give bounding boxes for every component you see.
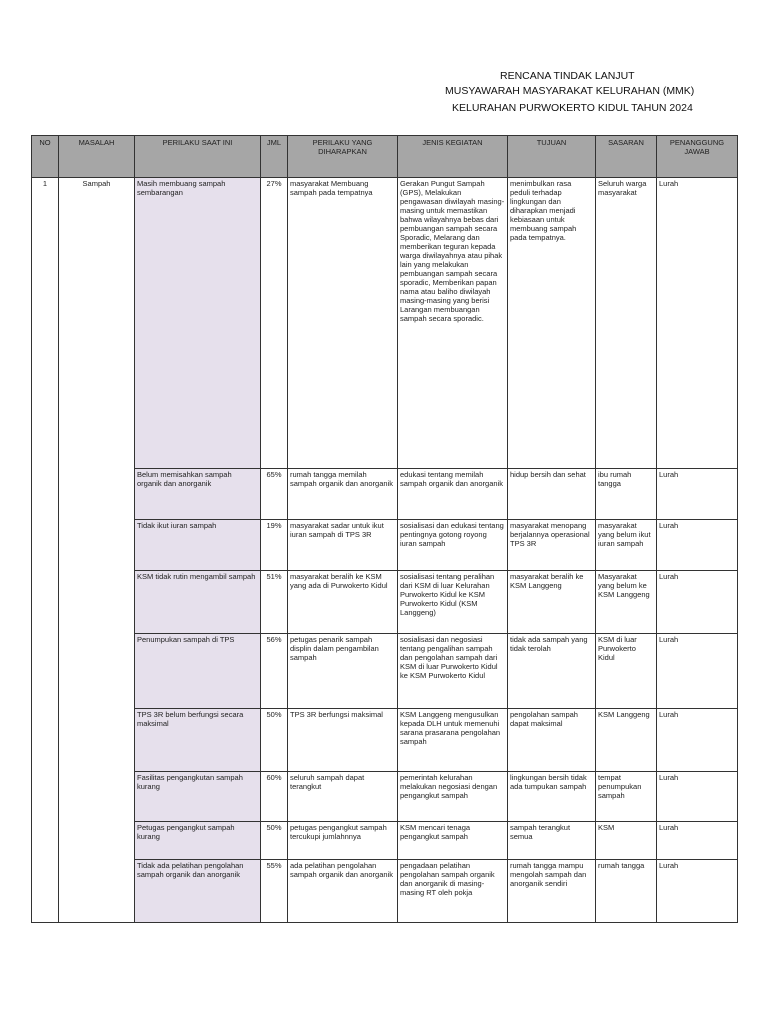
tujuan-cell: rumah tangga mampu mengolah sampah dan anorganik sendiri bbox=[508, 860, 596, 923]
sasaran-cell: KSM di luar Purwokerto Kidul bbox=[596, 634, 657, 709]
table-row bbox=[32, 571, 738, 634]
table-row bbox=[32, 469, 738, 520]
pj-cell: Lurah bbox=[657, 520, 738, 571]
pj-cell: Lurah bbox=[657, 469, 738, 520]
perilaku-cell: Belum memisahkan sampah organik dan anorganik bbox=[135, 469, 261, 520]
row-number: 1 bbox=[32, 178, 59, 923]
title-line-3: KELURAHAN PURWOKERTO KIDUL TAHUN 2024 bbox=[452, 102, 693, 114]
jml-cell: 56% bbox=[261, 634, 288, 709]
kegiatan-cell: pengadaan pelatihan pengolahan sampah organik dan anorganik di masing-masing RT oleh pokja bbox=[398, 860, 508, 923]
sasaran-cell: ibu rumah tangga bbox=[596, 469, 657, 520]
diharapkan-cell: seluruh sampah dapat terangkut bbox=[288, 772, 398, 822]
jml-cell: 27% bbox=[261, 178, 288, 469]
masalah-cell: Sampah bbox=[59, 178, 135, 923]
perilaku-cell: TPS 3R belum berfungsi secara maksimal bbox=[135, 709, 261, 772]
jml-cell: 19% bbox=[261, 520, 288, 571]
table-row bbox=[32, 822, 738, 860]
kegiatan-cell: Gerakan Pungut Sampah (GPS), Melakukan pengawasan diwilayah masing-masing untuk memastikan bahwa wilayahnya bebas dari pembuangan sampah secara Sporadic, Melarang dan memberikan teguran kepada warga diwilayahnya atau pihak lain yang melakukan pembuangan sampah secara sporadic, Memberikan papan nama atau baliho diwilayah masing-masing yang berisi Larangan membuangan sampah secara sporadic. bbox=[398, 178, 508, 469]
tujuan-cell: tidak ada sampah yang tidak terolah bbox=[508, 634, 596, 709]
sasaran-cell: KSM Langgeng bbox=[596, 709, 657, 772]
pj-cell: Lurah bbox=[657, 571, 738, 634]
perilaku-cell: Tidak ikut iuran sampah bbox=[135, 520, 261, 571]
sasaran-cell: masyarakat yang belum ikut iuran sampah bbox=[596, 520, 657, 571]
table-row bbox=[32, 520, 738, 571]
diharapkan-cell: rumah tangga memilah sampah organik dan anorganik bbox=[288, 469, 398, 520]
kegiatan-cell: KSM Langgeng mengusulkan kepada DLH untuk memenuhi sarana prasarana pengolahan sampah bbox=[398, 709, 508, 772]
perilaku-cell: Masih membuang sampah sembarangan bbox=[135, 178, 261, 469]
sasaran-cell: KSM bbox=[596, 822, 657, 860]
jml-cell: 50% bbox=[261, 822, 288, 860]
table-row bbox=[32, 772, 738, 822]
pj-cell: Lurah bbox=[657, 178, 738, 469]
perilaku-cell: Fasilitas pengangkutan sampah kurang bbox=[135, 772, 261, 822]
sasaran-cell: Masyarakat yang belum ke KSM Langgeng bbox=[596, 571, 657, 634]
tujuan-cell: masyarakat menopang berjalannya operasional TPS 3R bbox=[508, 520, 596, 571]
jml-cell: 65% bbox=[261, 469, 288, 520]
tujuan-cell: pengolahan sampah dapat maksimal bbox=[508, 709, 596, 772]
kegiatan-cell: KSM mencari tenaga pengangkut sampah bbox=[398, 822, 508, 860]
jml-cell: 55% bbox=[261, 860, 288, 923]
header-no: NO bbox=[32, 136, 59, 178]
pj-cell: Lurah bbox=[657, 860, 738, 923]
header-jml: JML bbox=[261, 136, 288, 178]
perilaku-cell: Petugas pengangkut sampah kurang bbox=[135, 822, 261, 860]
title-line-2: MUSYAWARAH MASYARAKAT KELURAHAN (MMK) bbox=[445, 85, 695, 97]
pj-cell: Lurah bbox=[657, 822, 738, 860]
diharapkan-cell: ada pelatihan pengolahan sampah organik dan anorganik bbox=[288, 860, 398, 923]
sasaran-cell: rumah tangga bbox=[596, 860, 657, 923]
table-row bbox=[32, 860, 738, 923]
table-row bbox=[32, 634, 738, 709]
kegiatan-cell: sosialisasi dan edukasi tentang pentingnya gotong royong iuran sampah bbox=[398, 520, 508, 571]
sasaran-cell: tempat penumpukan sampah bbox=[596, 772, 657, 822]
header-penanggung-jawab: PENANGGUNG JAWAB bbox=[657, 136, 738, 178]
table-row bbox=[32, 178, 738, 469]
diharapkan-cell: masyarakat Membuang sampah pada tempatnya bbox=[288, 178, 398, 469]
diharapkan-cell: petugas penarik sampah displin dalam pengambilan sampah bbox=[288, 634, 398, 709]
jml-cell: 50% bbox=[261, 709, 288, 772]
diharapkan-cell: TPS 3R berfungsi maksimal bbox=[288, 709, 398, 772]
perilaku-cell: Tidak ada pelatihan pengolahan sampah organik dan anorganik bbox=[135, 860, 261, 923]
header-tujuan: TUJUAN bbox=[508, 136, 596, 178]
kegiatan-cell: sosialisasi dan negosiasi tentang pengalihan sampah dan pengolahan sampah dari KSM di luar Purwokerto Kidul ke KSM Purwokerto Kidul bbox=[398, 634, 508, 709]
tujuan-cell: sampah terangkut semua bbox=[508, 822, 596, 860]
header-row bbox=[32, 136, 738, 178]
kegiatan-cell: pemerintah kelurahan melakukan negosiasi dengan pengangkut sampah bbox=[398, 772, 508, 822]
diharapkan-cell: masyarakat beralih ke KSM yang ada di Purwokerto Kidul bbox=[288, 571, 398, 634]
kegiatan-cell: edukasi tentang memilah sampah organik dan anorganik bbox=[398, 469, 508, 520]
header-perilaku: PERILAKU SAAT INI bbox=[135, 136, 261, 178]
pj-cell: Lurah bbox=[657, 634, 738, 709]
title-line-1: RENCANA TINDAK LANJUT bbox=[500, 70, 635, 82]
tujuan-cell: masyarakat beralih ke KSM Langgeng bbox=[508, 571, 596, 634]
jml-cell: 51% bbox=[261, 571, 288, 634]
tujuan-cell: menimbulkan rasa peduli terhadap lingkungan dan diharapkan menjadi kebiasaan untuk membuang sampah pada tempatnya. bbox=[508, 178, 596, 469]
perilaku-cell: Penumpukan sampah di TPS bbox=[135, 634, 261, 709]
jml-cell: 60% bbox=[261, 772, 288, 822]
pj-cell: Lurah bbox=[657, 772, 738, 822]
pj-cell: Lurah bbox=[657, 709, 738, 772]
header-masalah: MASALAH bbox=[59, 136, 135, 178]
header-kegiatan: JENIS KEGIATAN bbox=[398, 136, 508, 178]
diharapkan-cell: masyarakat sadar untuk ikut iuran sampah di TPS 3R bbox=[288, 520, 398, 571]
header-diharapkan: PERILAKU YANG DIHARAPKAN bbox=[288, 136, 398, 178]
table-row bbox=[32, 709, 738, 772]
kegiatan-cell: sosialisasi tentang peralihan dari KSM di luar Kelurahan Purwokerto Kidul ke KSM Purwokerto Kidul (KSM Langgeng) bbox=[398, 571, 508, 634]
perilaku-cell: KSM tidak rutin mengambil sampah bbox=[135, 571, 261, 634]
sasaran-cell: Seluruh warga masyarakat bbox=[596, 178, 657, 469]
tujuan-cell: hidup bersih dan sehat bbox=[508, 469, 596, 520]
action-plan-table bbox=[31, 135, 738, 923]
header-sasaran: SASARAN bbox=[596, 136, 657, 178]
tujuan-cell: lingkungan bersih tidak ada tumpukan sampah bbox=[508, 772, 596, 822]
diharapkan-cell: petugas pengangkut sampah tercukupi jumlahnnya bbox=[288, 822, 398, 860]
